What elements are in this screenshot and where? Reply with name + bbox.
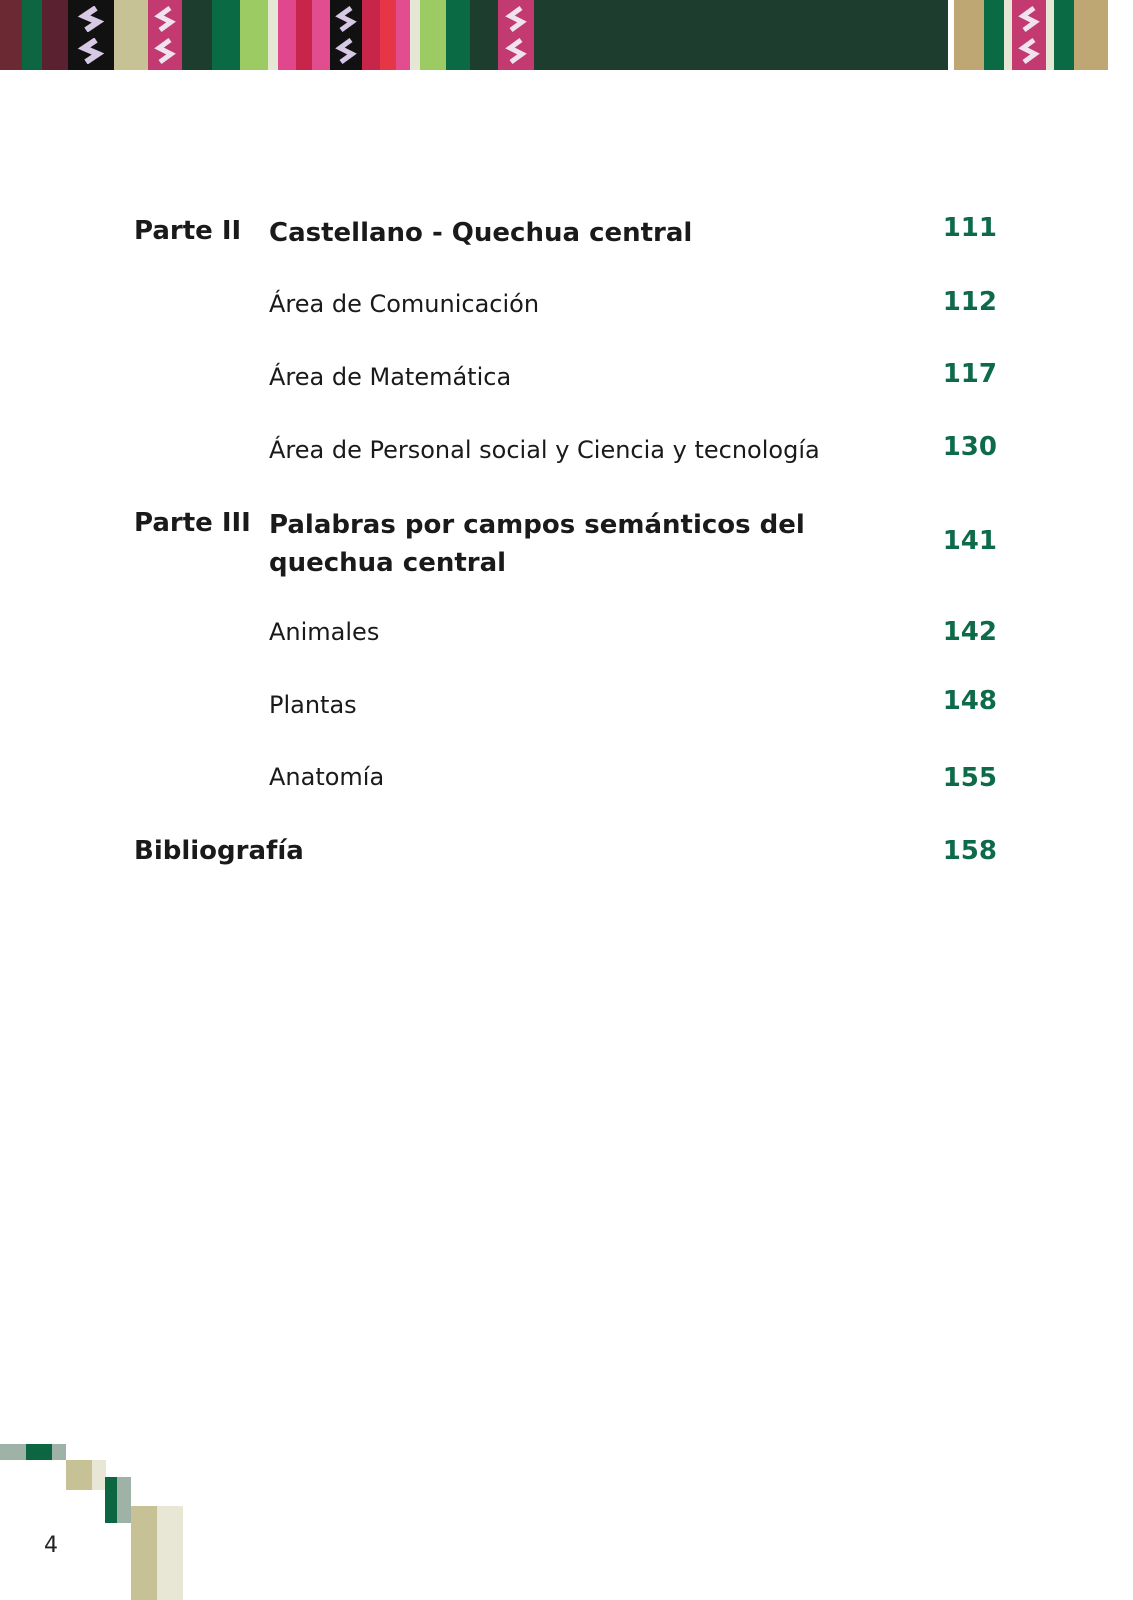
toc-entry-title: Área de Personal social y Ciencia y tecnología	[269, 436, 820, 464]
deco-block	[66, 1460, 92, 1490]
page-number-entry: 148	[942, 686, 997, 716]
deco-block	[131, 1506, 157, 1600]
toc-entry-title: Área de Comunicación	[269, 290, 540, 318]
part-label: Parte III	[134, 508, 251, 538]
deco-block	[52, 1444, 66, 1460]
page-number-entry: 158	[942, 836, 997, 866]
page-number-entry: 111	[942, 213, 997, 243]
toc-entry-title: Área de Matemática	[269, 363, 512, 391]
page-number-entry: 155	[942, 763, 997, 793]
deco-block	[0, 1444, 26, 1460]
toc-entry-title: Anatomía	[269, 763, 385, 791]
section-title: Palabras por campos semánticos del quechua central	[269, 510, 805, 578]
page-number-entry: 112	[942, 287, 997, 317]
deco-block	[105, 1477, 117, 1523]
page-number-entry: 141	[942, 526, 997, 556]
deco-block	[26, 1444, 52, 1460]
page-number-entry: 130	[942, 432, 997, 462]
toc-entry-title: Plantas	[269, 691, 357, 719]
page-number: 4	[44, 1533, 58, 1558]
part-label: Parte II	[134, 216, 242, 246]
section-title: Castellano - Quechua central	[269, 218, 693, 248]
deco-block	[157, 1506, 183, 1600]
page-number-entry: 142	[942, 617, 997, 647]
deco-block	[117, 1477, 131, 1523]
bibliography-title: Bibliografía	[134, 836, 304, 866]
toc-entry-title: Animales	[269, 618, 380, 646]
page-number-entry: 117	[942, 359, 997, 389]
deco-block	[92, 1460, 106, 1490]
